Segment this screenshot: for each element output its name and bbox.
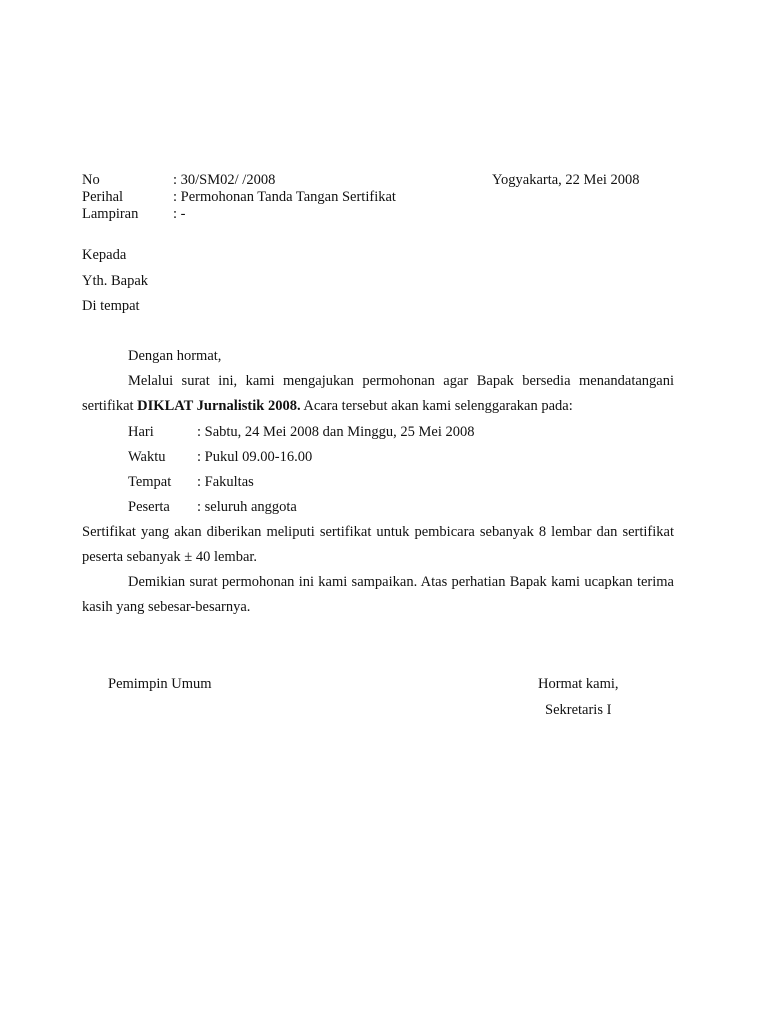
signature-left-title: Pemimpin Umum [108, 676, 212, 692]
signature-right-line-2: Sekretaris I [545, 702, 612, 718]
detail-value-waktu: : Pukul 09.00-16.00 [197, 449, 313, 465]
recipient-line-3: Di tempat [82, 298, 140, 314]
detail-value-peserta: : seluruh anggota [197, 499, 297, 515]
perihal-value: : Permohonan Tanda Tangan Sertifikat [173, 189, 396, 205]
place-date: Yogyakarta, 22 Mei 2008 [492, 172, 640, 188]
detail-value-hari: : Sabtu, 24 Mei 2008 dan Minggu, 25 Mei 2008 [197, 424, 475, 440]
no-label: No [82, 172, 100, 188]
event-name: DIKLAT Jurnalistik 2008. [137, 398, 301, 414]
recipient-line-1: Kepada [82, 247, 127, 263]
detail-value-tempat: : Fakultas [197, 474, 254, 490]
recipient-line-2: Yth. Bapak [82, 273, 149, 289]
no-value: : 30/SM02/ /2008 [173, 172, 276, 188]
detail-label-tempat: Tempat [128, 474, 172, 490]
closing-paragraph: Demikian surat permohonan ini kami sampaikan. Atas perhatian Bapak kami ucapkan terima kasih yang sebesar-besarnya. [82, 574, 674, 615]
lampiran-label: Lampiran [82, 206, 139, 222]
perihal-label: Perihal [82, 189, 124, 205]
signature-right-line-1: Hormat kami, [538, 676, 619, 692]
detail-label-peserta: Peserta [128, 499, 170, 515]
detail-label-hari: Hari [128, 424, 154, 440]
salutation: Dengan hormat, [128, 348, 222, 364]
intro-text-2: Acara tersebut akan kami selenggarakan pada: [300, 398, 573, 414]
intro-text-1: Melalui surat ini, kami mengajukan permohonan agar Bapak bersedia menandatangani sertifikat [82, 373, 674, 414]
certificate-paragraph: Sertifikat yang akan diberikan meliputi sertifikat untuk pembicara sebanyak 8 lembar dan sertifikat peserta sebanyak ± 40 lembar. [82, 524, 674, 565]
intro-paragraph [82, 369, 674, 419]
detail-label-waktu: Waktu [128, 449, 166, 465]
lampiran-value: : - [173, 206, 186, 222]
